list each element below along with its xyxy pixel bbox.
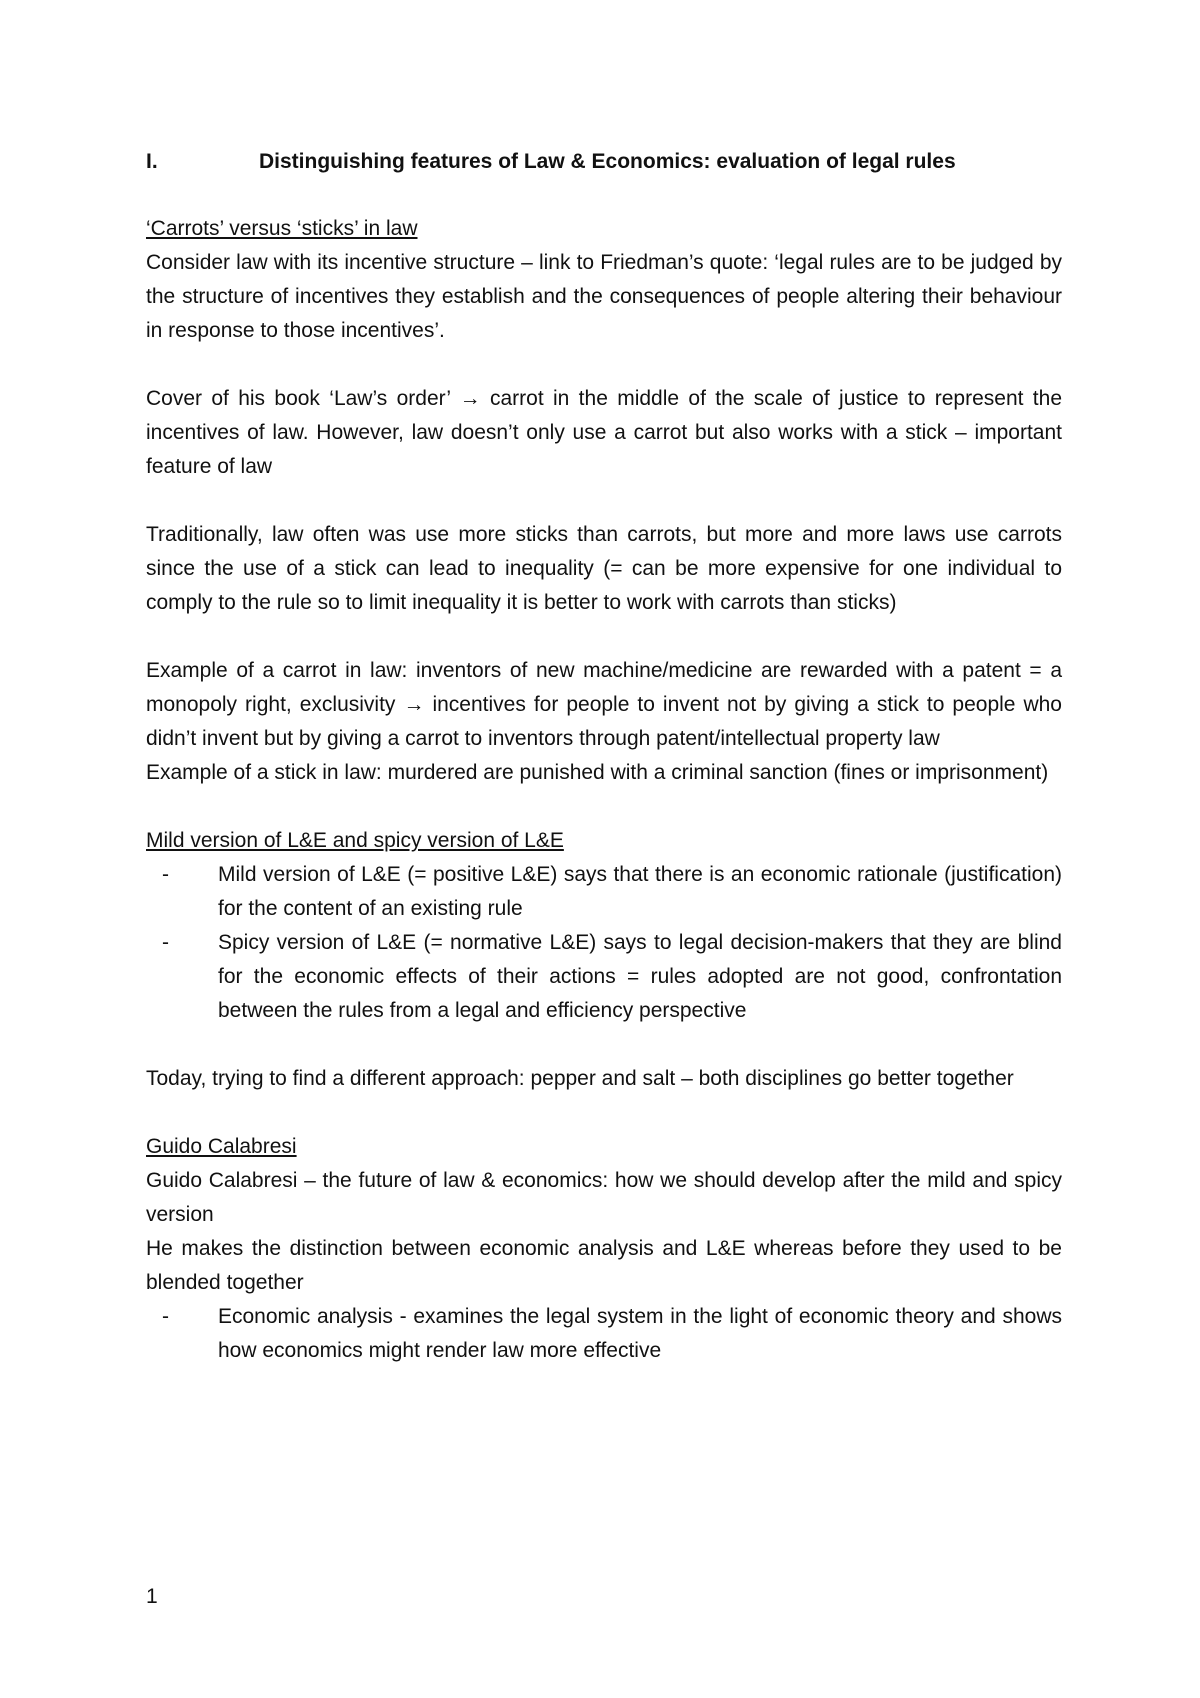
paragraph: Consider law with its incentive structure – link to Friedman’s quote: ‘legal rules are to be judged by the structure of incentives they establish and the consequences of people altering their behaviour in response to those incentives’. bbox=[146, 251, 1062, 342]
list-item bbox=[146, 926, 1062, 1028]
list-item bbox=[146, 1300, 1062, 1368]
spacer bbox=[146, 790, 1062, 824]
spacer bbox=[146, 1096, 1062, 1130]
dash-bullet: - bbox=[162, 1305, 169, 1328]
spacer bbox=[146, 348, 1062, 382]
section-title-mild-spicy: Mild version of L&E and spicy version of L&E bbox=[146, 829, 564, 852]
paragraph: Today, trying to find a different approach: pepper and salt – both disciplines go better together bbox=[146, 1067, 1014, 1090]
list-item bbox=[146, 858, 1062, 926]
chapter-heading bbox=[146, 145, 1062, 179]
dash-bullet: - bbox=[162, 863, 169, 886]
spacer bbox=[146, 1028, 1062, 1062]
spacer bbox=[146, 484, 1062, 518]
chapter-number: I. bbox=[146, 150, 158, 173]
spacer bbox=[146, 620, 1062, 654]
list-item-text: Spicy version of L&E (= normative L&E) says to legal decision-makers that they are blind for the economic effects of their actions = rules adopted are not good, confrontation between the rules from a legal and efficiency perspective bbox=[218, 931, 1062, 1022]
page-number: 1 bbox=[146, 1585, 158, 1608]
section-title-carrots: ‘Carrots’ versus ‘sticks’ in law bbox=[146, 217, 418, 240]
paragraph: Cover of his book ‘Law’s order’ → carrot in the middle of the scale of justice to represent the incentives of law. However, law doesn’t only use a carrot but also works with a stick – important feature of law bbox=[146, 387, 1062, 478]
paragraph: Example of a stick in law: murdered are punished with a criminal sanction (fines or imprisonment) bbox=[146, 761, 1049, 784]
bullet-list bbox=[146, 858, 1062, 1028]
paragraph: Traditionally, law often was use more sticks than carrots, but more and more laws use carrots since the use of a stick can lead to inequality (= can be more expensive for one individual to comply to the rule so to limit inequality it is better to work with carrots than sticks) bbox=[146, 523, 1062, 614]
list-item-text: Economic analysis - examines the legal system in the light of economic theory and shows how economics might render law more effective bbox=[218, 1305, 1062, 1362]
paragraph: Example of a carrot in law: inventors of new machine/medicine are rewarded with a patent = a monopoly right, exclusivity → incentives for people to invent not by giving a stick to people who didn’t invent but by giving a carrot to inventors through patent/intellectual property law bbox=[146, 659, 1062, 750]
dash-bullet: - bbox=[162, 931, 169, 954]
section-title-calabresi: Guido Calabresi bbox=[146, 1135, 297, 1158]
paragraph: Guido Calabresi – the future of law & economics: how we should develop after the mild and spicy version bbox=[146, 1169, 1062, 1226]
bullet-list bbox=[146, 1300, 1062, 1368]
list-item-text: Mild version of L&E (= positive L&E) says that there is an economic rationale (justification) for the content of an existing rule bbox=[218, 863, 1062, 920]
paragraph: He makes the distinction between economic analysis and L&E whereas before they used to be blended together bbox=[146, 1237, 1062, 1294]
chapter-title: Distinguishing features of Law & Economics: evaluation of legal rules bbox=[259, 150, 956, 173]
page-content bbox=[146, 145, 1062, 1368]
